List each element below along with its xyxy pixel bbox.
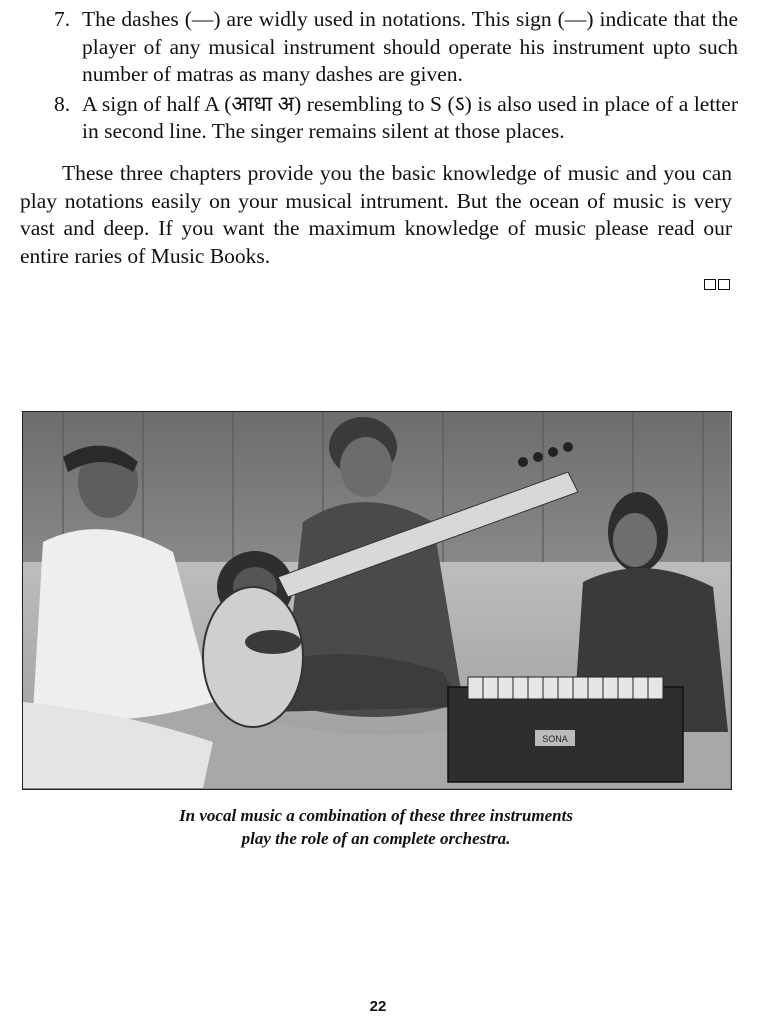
- list-item-text: A sign of half A (आधा अ) resembling to S (ऽ) is also used in place of a letter in second line. The singer remains silent at those places.: [82, 91, 738, 143]
- caption-line-2: play the role of an complete orchestra.: [241, 829, 511, 848]
- musicians-photo: [22, 411, 732, 790]
- photo-caption: [100, 804, 652, 850]
- list-item-number: 8.: [54, 91, 71, 116]
- list-item-text: The dashes (—) are widly used in notations. This sign (—) indicate that the player of any musical instrument should operate his instrument upto such number of matras as many dashes are given.: [82, 7, 738, 86]
- list-item-number: 7.: [54, 7, 71, 31]
- harmonium-brand-label: SONA: [542, 734, 568, 744]
- body-paragraph: These three chapters provide you the basic knowledge of music and you can play notations easily on your musical intrument. But the ocean of music is very vast and deep. If you want the maximum knowledge of music please read our entire raries of Music Books.: [20, 161, 732, 268]
- list-item: [54, 6, 738, 89]
- list-item: [54, 91, 738, 146]
- numbered-list: [54, 6, 738, 148]
- caption-line-1: In vocal music a combination of these three instruments: [179, 806, 573, 825]
- end-of-section-icon: [704, 279, 730, 291]
- page-number: 22: [369, 998, 387, 1015]
